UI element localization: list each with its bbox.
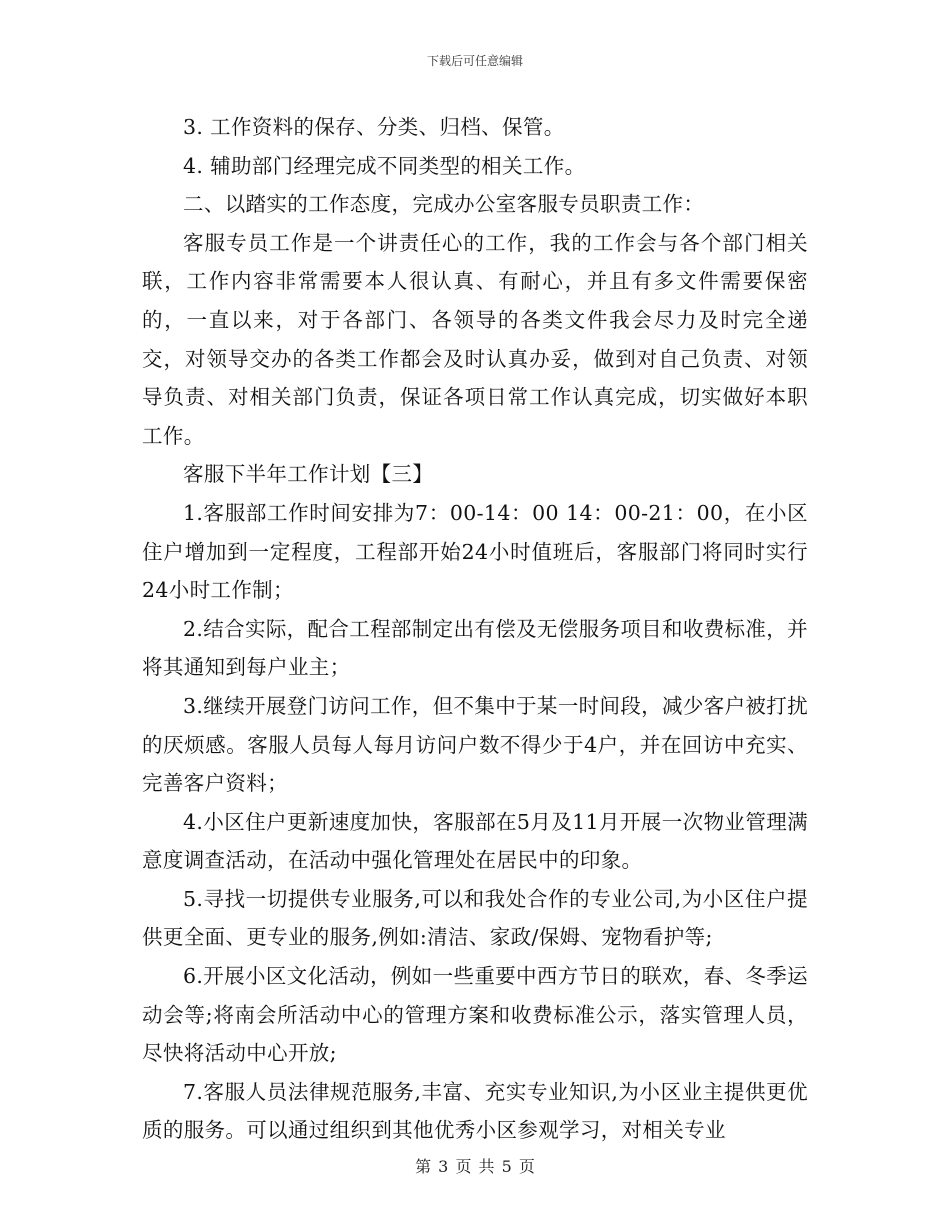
page-footer: 第 3 页 共 5 页 — [415, 1157, 535, 1176]
plan-item-1: 1.客服部工作时间安排为7：00-14：00 14：00-21：00，在小区住户增加到一定程度，工程部开始24小时值班后，客服部门将同时实行24小时工作制； — [142, 500, 808, 603]
section-heading-plan-3: 客服下半年工作计划【三】 — [183, 462, 434, 487]
plan-item-3: 3.继续开展登门访问工作，但不集中于某一时间段，减少客户被打扰的厌烦感。客服人员每人每月访问户数不得少于4户，并在回访中充实、完善客户资料； — [142, 693, 808, 796]
document-body — [142, 108, 808, 1150]
plan-item-6: 6.开展小区文化活动，例如一些重要中西方节日的联欢，春、冬季运动会等;将南会所活动中心的管理方案和收费标准公示，落实管理人员，尽快将活动中心开放; — [142, 964, 808, 1066]
paragraph-item-4: 4. 辅助部门经理完成不同类型的相关工作。 — [183, 153, 586, 178]
plan-item-7: 7.客服人员法律规范服务,丰富、充实专业知识,为小区业主提供更优质的服务。可以通过组织到其他优秀小区参观学习，对相关专业 — [142, 1079, 808, 1143]
paragraph-customer-service-duties: 客服专员工作是一个讲责任心的工作，我的工作会与各个部门相关联，工作内容非常需要本人很认真、有耐心，并且有多文件需要保密的，一直以来，对于各部门、各领导的各类文件我会尽力及时完全递交，对领导交办的各类工作都会及时认真办妥，做到对自己负责、对领导负责、对相关部门负责，保证各项日常工作认真完成，切实做好本职工作。 — [142, 230, 808, 448]
plan-item-4: 4.小区住户更新速度加快，客服部在5月及11月开展一次物业管理满意度调查活动，在活动中强化管理处在居民中的印象。 — [142, 809, 808, 873]
paragraph-item-3: 3. 工作资料的保存、分类、归档、保管。 — [183, 115, 565, 139]
plan-item-5: 5.寻找一切提供专业服务,可以和我处合作的专业公司,为小区住户提供更全面、更专业的服务,例如:清洁、家政/保姆、宠物看护等; — [142, 886, 808, 950]
section-heading-2: 二、以踏实的工作态度，完成办公室客服专员职责工作： — [183, 192, 705, 217]
plan-item-2: 2.结合实际，配合工程部制定出有偿及无偿服务项目和收费标准，并将其通知到每户业主； — [142, 616, 808, 680]
page-header: 下载后可任意编辑 — [426, 54, 523, 68]
